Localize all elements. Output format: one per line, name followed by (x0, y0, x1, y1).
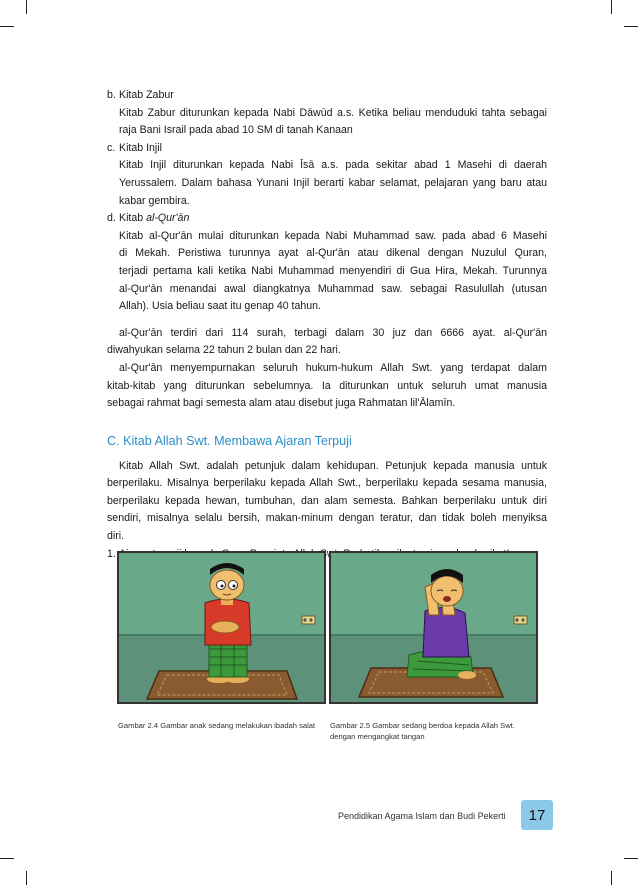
text-line: kitab-kitab yang diturunkan sebelumnya. Ia diturunkan untuk seluruh umat manusia (107, 379, 547, 392)
text-line: di Mekah. Peristiwa turunnya ayat al-Qur'ān atau dikenal dengan Nuzulul Quran, (119, 247, 547, 260)
text-line: Kitab Injil diturunkan kepada Nabi Īsā a.s. pada sekitar abad 1 Masehi di daerah (119, 159, 547, 172)
list-item-zabur (107, 87, 547, 140)
figure-caption: Gambar 2.4 Gambar anak sedang melakukan ibadah salat (118, 721, 316, 730)
text-line: diri. (107, 530, 125, 543)
footer-book-title: Pendidikan Agama Islam dan Budi Pekerti (338, 811, 506, 821)
figure-prayer-standing (117, 551, 326, 704)
text-line: berperilaku kepada hewan, tumbuhan, dan alam semesta. Bahkan berperilaku untuk diri (107, 494, 547, 507)
figure-caption: Gambar 2.5 Gambar sedang berdoa kepada Allah Swt. dengan mengangkat tangan (330, 721, 515, 742)
text-line: sendiri, misalnya selalu bersih, makan-minum dengan teratur, dan tidak boleh menyiksa (107, 512, 547, 525)
text-line: diwahyukan selama 22 tahun 2 bulan dan 22 hari. (107, 344, 341, 357)
text-line: Kitab al-Qur'ān mulai diturunkan kepada Nabi Muhammad saw. pada abad 6 Masehi (119, 229, 547, 242)
illustration-standing-prayer (119, 553, 324, 702)
list-heading: Kitab Injil (119, 141, 162, 154)
section-heading: C. Kitab Allah Swt. Membawa Ajaran Terpuji (107, 433, 352, 448)
text-line: sebagai rahmat bagi semesta alam atau disebut juga Rahmatan lil'Ālamīn. (107, 397, 456, 410)
illustration-supplication (331, 553, 536, 702)
text-line: Allah). Usia beliau saat itu genap 40 tahun. (119, 300, 322, 313)
text-line: kabar gembira. (119, 194, 190, 207)
text-line: Swt. (319, 547, 341, 560)
text-line: al-Qur'ān menyempurnakan seluruh hukum-hukum Allah Swt. yang terdapat dalam (119, 361, 547, 374)
page-body (107, 87, 547, 563)
heading-italic: al-Qur'ān (146, 212, 190, 225)
list-marker: 1. (107, 547, 116, 560)
text-line: berperilaku. Misalnya berperilaku kepada Allah Swt., berperilaku kepada sesama manusia, (107, 477, 547, 490)
text-line: Yerussalem. Dalam bahasa Yunani Injil berarti kabar selamat, pelajaran yang baru atau (119, 176, 547, 189)
text-line: al-Qur'ān terdiri dari 114 surah, terbagi dalam 30 juz dan 6666 ayat. al-Qur'ān (119, 326, 547, 339)
text-line: al-Qur'ān menandai awal diangkatnya Muhammad saw. sebagai Rasulullah (utusan (119, 282, 547, 295)
paragraph-guidance (107, 458, 547, 546)
list-marker: d. (107, 212, 116, 225)
list-item-injil (107, 140, 547, 210)
page-number: 17 (521, 800, 553, 830)
text-line: Kitab Zabur diturunkan kepada Nabi Dāwūd a.s. Ketika beliau menduduki tahta sebagai (119, 106, 547, 119)
paragraph-quran-purpose (107, 360, 547, 413)
list-item-quran (107, 210, 547, 316)
text-line: raja Bani Israil pada abad 10 SM di tanah Kanaan (119, 124, 353, 137)
list-heading (119, 210, 547, 228)
heading-prefix: Kitab (119, 212, 147, 225)
list-marker: c. (107, 141, 116, 154)
list-marker: b. (107, 89, 116, 101)
figure-prayer-supplication (329, 551, 538, 704)
text-line: terjadi pertama kali ketika Nabi Muhammad menyendiri di Gua Hira, Mekah. Turunnya (119, 264, 547, 277)
text-line: Kitab Allah Swt. adalah petunjuk dalam kehidupan. Petunjuk kepada manusia untuk (119, 459, 547, 472)
paragraph-quran-structure (107, 325, 547, 360)
list-heading: Kitab Zabur (119, 89, 174, 101)
